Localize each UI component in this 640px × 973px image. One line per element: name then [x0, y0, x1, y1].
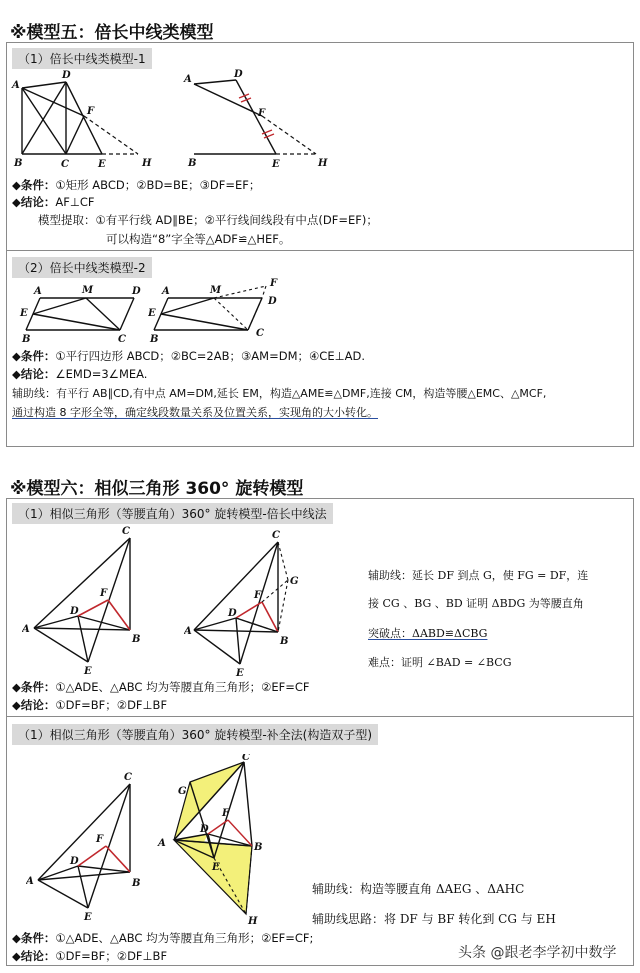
pt-A: A — [12, 80, 20, 91]
pt-C: C — [61, 159, 69, 170]
pt-B: B — [188, 158, 197, 169]
pt-B: B — [14, 158, 23, 169]
pt-A: A — [184, 626, 192, 637]
pt-B: B — [280, 636, 289, 647]
pt-D: D — [70, 856, 79, 867]
pt-H: H — [142, 158, 152, 169]
model5-2-condition: ◆条件：①平行四边形 ABCD；②BC=2AB；③AM=DM；④CE⊥AD. — [12, 349, 365, 363]
pt-A: A — [158, 838, 166, 849]
model5-2-conclusion: ◆结论：∠EMD=3∠MEA. — [12, 367, 148, 381]
model6-2-note2: 辅助线思路：将 DF 与 BF 转化到 CG 与 EH — [312, 912, 556, 926]
divider — [6, 250, 634, 251]
model6-1-note4: 难点：证明 ∠BAD = ∠BCG — [368, 656, 512, 669]
model6-2-condition: ◆条件：①△ADE、△ABC 均为等腰直角三角形；②EF=CF; — [12, 931, 314, 945]
model6-1-note3: 突破点：ΔABD≌ΔCBG — [368, 627, 488, 640]
pt-B: B — [132, 878, 141, 889]
pt-C: C — [118, 334, 126, 344]
pt-D: D — [70, 606, 79, 617]
model5-1-condition: ◆条件：①矩形 ABCD；②BD=BE；③DF=EF； — [12, 178, 261, 192]
pt-C: C — [256, 328, 264, 339]
model6-1-conclusion: ◆结论：①DF=BF；②DF⊥BF — [12, 698, 168, 712]
pt-C: C — [272, 530, 280, 541]
pt-F: F — [258, 108, 266, 119]
pt-E: E — [84, 666, 92, 674]
pt-E: E — [148, 308, 156, 319]
model5-1-conclusion: ◆结论：AF⊥CF — [12, 195, 95, 209]
pt-D: D — [132, 286, 141, 297]
pt-M: M — [210, 285, 222, 296]
pt-F: F — [100, 588, 108, 599]
pt-C: C — [122, 526, 130, 537]
model5-1-extract2: 可以构造“8”字全等△ADF≌△HEF。 — [106, 232, 291, 246]
model5-2-aux1: 辅助线：有平行 AB∥CD,有中点 AM=DM,延长 EM，构造△AME≌△DMF,连接 CM，构造等腰△EMC、△MCF, — [12, 387, 547, 400]
pt-E: E — [84, 912, 92, 920]
figure-6-1-right — [184, 528, 314, 678]
pt-A: A — [162, 286, 170, 297]
model5-2-label: （2）倍长中线类模型-2 — [12, 257, 152, 278]
figure-5-2-left — [14, 280, 144, 344]
pt-B: B — [254, 842, 263, 853]
model5-1-extract: 模型提取：①有平行线 AD∥BE；②平行线间线段有中点(DF=EF)； — [38, 213, 378, 227]
figure-6-1-left — [22, 524, 152, 674]
pt-C: C — [124, 772, 132, 783]
model6-1-note1: 辅助线：延长 DF 到点 G，使 FG = DF，连 — [368, 569, 589, 582]
pt-E: E — [98, 159, 106, 170]
divider — [6, 716, 634, 717]
pt-D: D — [228, 608, 237, 619]
pt-D: D — [234, 69, 243, 80]
figure-5-1-left — [10, 68, 170, 172]
pt-A: A — [34, 286, 42, 297]
model6-1-note2: 接 CG 、BG 、BD 证明 ΔBDG 为等腰直角 — [368, 597, 584, 610]
section6-title: ※模型六：相似三角形 360° 旋转模型 — [10, 479, 304, 499]
pt-E: E — [20, 308, 28, 319]
pt-F: F — [254, 590, 262, 601]
watermark-text: 头条 @跟老李学初中数学 — [458, 945, 617, 961]
pt-D: D — [62, 70, 71, 81]
pt-B: B — [132, 634, 141, 645]
model6-1-condition: ◆条件：①△ADE、△ABC 均为等腰直角三角形；②EF=CF — [12, 680, 310, 694]
pt-B: B — [150, 334, 159, 344]
pt-F: F — [87, 106, 95, 117]
pt-F: F — [270, 278, 278, 289]
pt-D: D — [200, 824, 209, 835]
model5-2-aux2: 通过构造 8 字形全等，确定线段数量关系及位置关系，实现角的大小转化。 — [12, 406, 378, 419]
pt-C: C — [242, 754, 250, 763]
pt-B: B — [22, 334, 31, 344]
pt-F: F — [222, 808, 230, 819]
pt-F: F — [96, 834, 104, 845]
pt-M: M — [82, 285, 94, 296]
section5-title: ※模型五：倍长中线类模型 — [10, 23, 214, 43]
figure-6-2-right — [156, 754, 276, 930]
model6-2-conclusion: ◆结论：①DF=BF；②DF⊥BF — [12, 949, 168, 963]
model6-2-note1: 辅助线：构造等腰直角 ΔAEG 、ΔAHC — [312, 882, 525, 896]
pt-G: G — [178, 786, 187, 797]
model6-2-label: （1）相似三角形（等腰直角）360° 旋转模型-补全法(构造双子型) — [12, 724, 378, 745]
pt-E: E — [212, 862, 220, 873]
model5-1-label: （1）倍长中线类模型-1 — [12, 48, 152, 69]
figure-5-1-right — [180, 68, 340, 172]
figure-6-2-left — [26, 770, 156, 920]
pt-A: A — [22, 624, 30, 635]
pt-E: E — [236, 668, 244, 678]
pt-H: H — [318, 158, 328, 169]
pt-E: E — [272, 159, 280, 170]
pt-H: H — [248, 916, 258, 927]
pt-G: G — [290, 576, 299, 587]
figure-5-2-right — [148, 272, 288, 344]
pt-D: D — [268, 296, 277, 307]
model6-1-label: （1）相似三角形（等腰直角）360° 旋转模型-倍长中线法 — [12, 503, 333, 524]
pt-A: A — [184, 74, 192, 85]
pt-A: A — [26, 876, 34, 887]
